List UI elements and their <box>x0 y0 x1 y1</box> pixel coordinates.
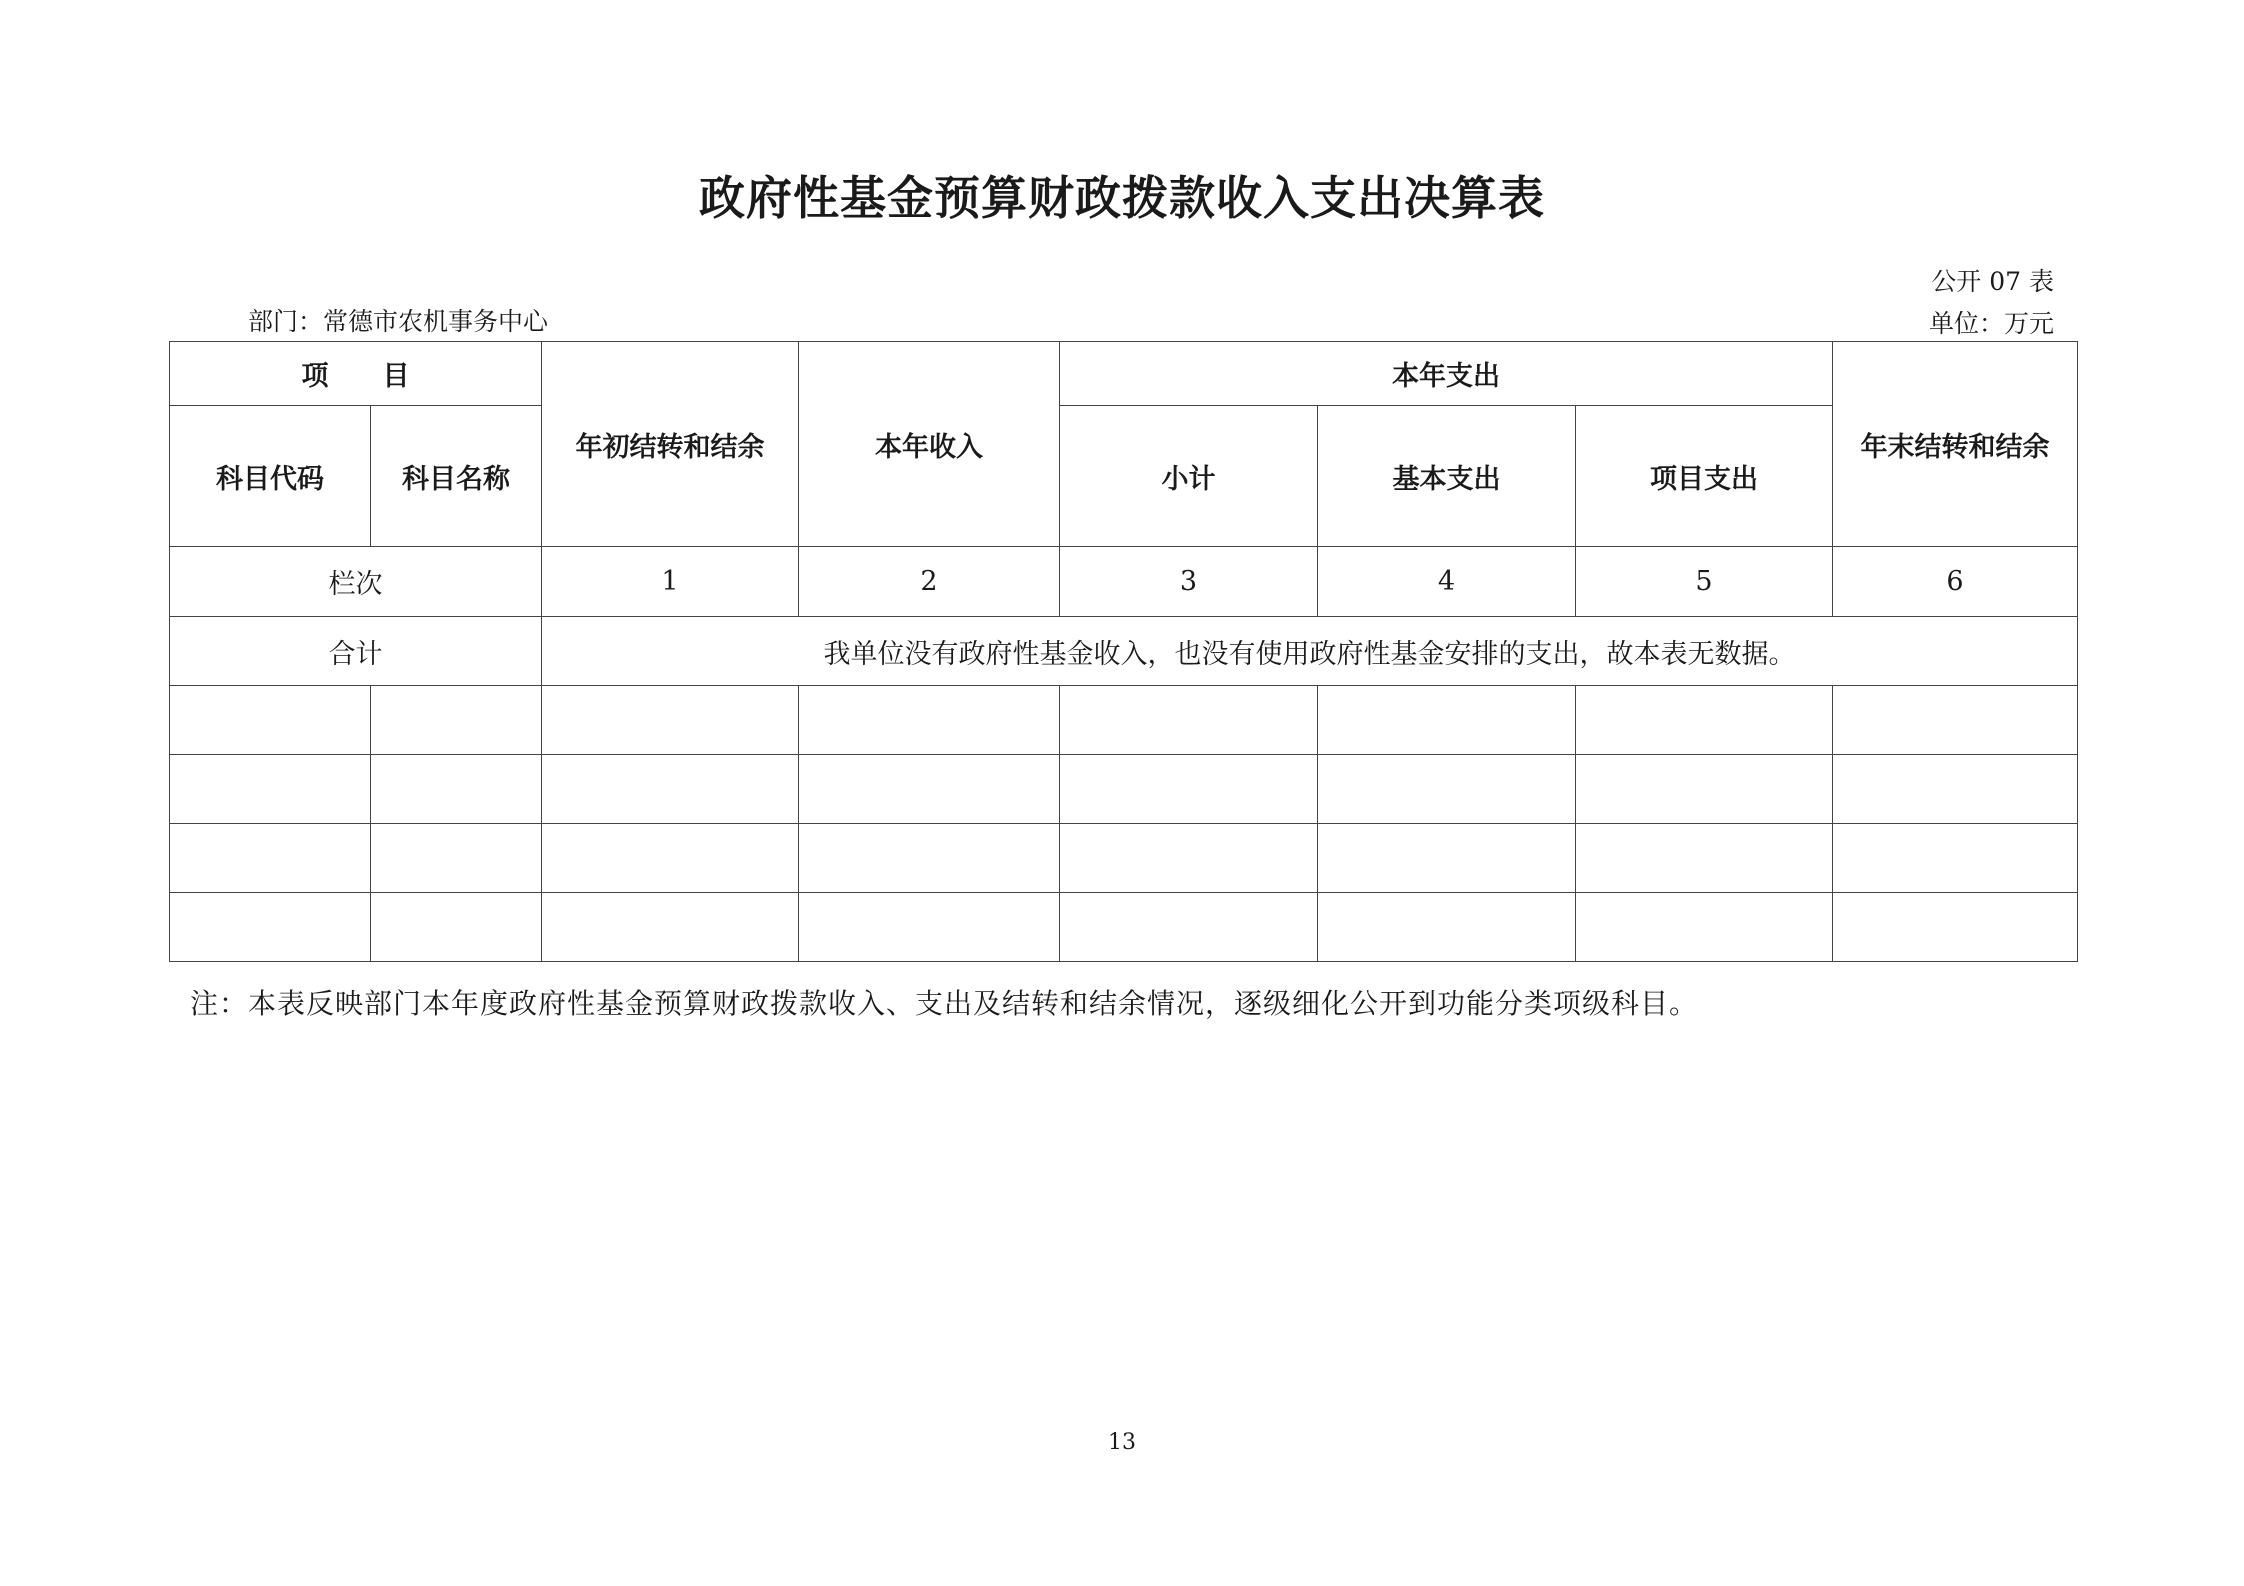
header-subject-code: 科目代码 <box>170 406 371 547</box>
budget-table <box>169 341 2078 962</box>
column-index-row <box>170 547 2078 617</box>
table-row <box>170 686 2078 755</box>
no-data-message: 我单位没有政府性基金收入，也没有使用政府性基金安排的支出，故本表无数据。 <box>542 617 2078 686</box>
header-income: 本年收入 <box>799 342 1060 547</box>
column-index-3: 3 <box>1060 547 1318 617</box>
total-row <box>170 617 2078 686</box>
department-label: 部门：常德市农机事务中心 <box>248 307 549 336</box>
table-row <box>170 893 2078 962</box>
header-expense: 本年支出 <box>1060 342 1833 406</box>
header-basic-expense: 基本支出 <box>1318 406 1576 547</box>
column-index-1: 1 <box>542 547 799 617</box>
header-subject-name: 科目名称 <box>371 406 542 547</box>
table-row <box>170 824 2078 893</box>
column-index-2: 2 <box>799 547 1060 617</box>
total-label: 合计 <box>170 617 542 686</box>
column-index-4: 4 <box>1318 547 1576 617</box>
page-number: 13 <box>1108 1430 1136 1455</box>
column-index-label: 栏次 <box>170 547 542 617</box>
header-end-balance: 年末结转和结余 <box>1833 342 2078 547</box>
header-begin-balance: 年初结转和结余 <box>542 342 799 547</box>
unit-label: 单位：万元 <box>1928 309 2054 338</box>
header-subtotal: 小计 <box>1060 406 1318 547</box>
form-number: 公开 07 表 <box>1931 267 2054 296</box>
column-index-5: 5 <box>1576 547 1833 617</box>
page-title: 政府性基金预算财政拨款收入支出决算表 <box>699 171 1545 225</box>
header-item: 项 目 <box>170 342 542 406</box>
table-row <box>170 755 2078 824</box>
header-project-expense: 项目支出 <box>1576 406 1833 547</box>
table-note: 注：本表反映部门本年度政府性基金预算财政拨款收入、支出及结转和结余情况，逐级细化公开到功能分类项级科目。 <box>190 987 1699 1020</box>
column-index-6: 6 <box>1833 547 2078 617</box>
